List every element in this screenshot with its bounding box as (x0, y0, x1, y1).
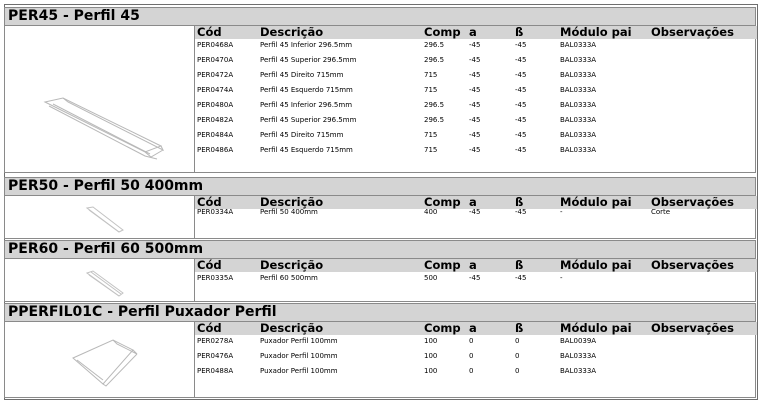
cell-descricao: Perfil 45 Esquerdo 715mm (260, 146, 353, 154)
col-modulo-pai: Módulo pai (560, 196, 632, 209)
cell-b: -45 (515, 101, 527, 109)
cell-descricao: Perfil 60 500mm (260, 274, 318, 282)
profile-45-long-icon (5, 26, 195, 172)
cell-descricao: Puxador Perfil 100mm (260, 337, 338, 345)
cell-a: -45 (469, 41, 481, 49)
cell-a: 0 (469, 367, 474, 375)
cell-a: -45 (469, 116, 481, 124)
cell-modulo-pai: BAL0333A (560, 131, 597, 139)
cell-b: 0 (515, 337, 520, 345)
cell-cod: PER0484A (197, 131, 234, 139)
cell-a: -45 (469, 86, 481, 94)
section-title: PER45 - Perfil 45 (4, 7, 756, 26)
col-a: a (469, 259, 477, 272)
cell-b: -45 (515, 86, 527, 94)
col-b: ß (515, 196, 524, 209)
cell-b: 0 (515, 352, 520, 360)
cell-modulo-pai: BAL0333A (560, 56, 597, 64)
col-comp: Comp (424, 26, 461, 39)
cell-descricao: Perfil 45 Inferior 296.5mm (260, 41, 353, 49)
section-body (4, 322, 756, 398)
cell-a: 0 (469, 337, 474, 345)
cell-a: -45 (469, 71, 481, 79)
col-b: ß (515, 322, 524, 335)
col-b: ß (515, 26, 524, 39)
cell-descricao: Perfil 45 Superior 296.5mm (260, 56, 357, 64)
table-row (195, 99, 757, 111)
cell-comp: 100 (424, 352, 438, 360)
cell-descricao: Perfil 45 Direito 715mm (260, 71, 344, 79)
profile-50-icon (5, 196, 195, 238)
cell-comp: 296.5 (424, 101, 445, 109)
table-row (195, 84, 757, 96)
cell-cod: PER0472A (197, 71, 234, 79)
table-row (195, 54, 757, 66)
cell-cod: PER0334A (197, 208, 234, 216)
cell-cod: PER0488A (197, 367, 234, 375)
cell-a: -45 (469, 274, 481, 282)
table-row (195, 206, 757, 218)
cell-cod: PER0480A (197, 101, 234, 109)
handle-profile-icon (5, 322, 195, 397)
cell-cod: PER0476A (197, 352, 234, 360)
cell-modulo-pai: BAL0333A (560, 146, 597, 154)
col-observacoes: Observações (651, 322, 734, 335)
col-comp: Comp (424, 259, 461, 272)
cell-comp: 715 (424, 131, 438, 139)
table-row (195, 114, 757, 126)
section-body (4, 26, 756, 173)
col-a: a (469, 26, 477, 39)
cell-descricao: Puxador Perfil 100mm (260, 367, 338, 375)
cell-descricao: Perfil 50 400mm (260, 208, 318, 216)
cell-observacoes: Corte (651, 208, 671, 216)
table-header (195, 26, 757, 39)
cell-comp: 715 (424, 71, 438, 79)
section-title: PER50 - Perfil 50 400mm (4, 177, 756, 196)
cell-descricao: Perfil 45 Direito 715mm (260, 131, 344, 139)
cell-a: -45 (469, 146, 481, 154)
cell-b: -45 (515, 71, 527, 79)
table-row (195, 335, 757, 347)
cell-cod: PER0482A (197, 116, 234, 124)
col-modulo-pai: Módulo pai (560, 322, 632, 335)
col-cod: Cód (197, 322, 222, 335)
col-comp: Comp (424, 196, 461, 209)
cell-modulo-pai: - (560, 274, 563, 282)
col-observacoes: Observações (651, 196, 734, 209)
section-per50 (4, 177, 756, 239)
cell-comp: 500 (424, 274, 438, 282)
section-title: PPERFIL01C - Perfil Puxador Perfil (4, 303, 756, 322)
col-comp: Comp (424, 322, 461, 335)
cell-modulo-pai: BAL0333A (560, 367, 597, 375)
cell-comp: 296.5 (424, 56, 445, 64)
cell-cod: PER0486A (197, 146, 234, 154)
cell-modulo-pai: BAL0333A (560, 71, 597, 79)
col-cod: Cód (197, 259, 222, 272)
section-per45 (4, 7, 756, 173)
cell-a: -45 (469, 56, 481, 64)
cell-comp: 400 (424, 208, 438, 216)
profile-60-icon (5, 259, 195, 301)
cell-cod: PER0278A (197, 337, 234, 345)
cell-b: 0 (515, 367, 520, 375)
col-cod: Cód (197, 196, 222, 209)
cell-cod: PER0474A (197, 86, 234, 94)
product-image (5, 322, 195, 397)
cell-b: -45 (515, 146, 527, 154)
cell-cod: PER0470A (197, 56, 234, 64)
cell-comp: 715 (424, 86, 438, 94)
table-header (195, 259, 757, 272)
cell-modulo-pai: - (560, 208, 563, 216)
col-observacoes: Observações (651, 26, 734, 39)
col-descricao: Descrição (260, 322, 324, 335)
cell-a: -45 (469, 208, 481, 216)
cell-descricao: Perfil 45 Esquerdo 715mm (260, 86, 353, 94)
cell-b: -45 (515, 116, 527, 124)
col-modulo-pai: Módulo pai (560, 259, 632, 272)
cell-a: -45 (469, 131, 481, 139)
cell-comp: 296.5 (424, 41, 445, 49)
col-a: a (469, 196, 477, 209)
cell-comp: 100 (424, 337, 438, 345)
cell-comp: 100 (424, 367, 438, 375)
product-image (5, 259, 195, 301)
cell-a: 0 (469, 352, 474, 360)
cell-cod: PER0335A (197, 274, 234, 282)
cell-descricao: Puxador Perfil 100mm (260, 352, 338, 360)
col-b: ß (515, 259, 524, 272)
product-image (5, 26, 195, 172)
cell-comp: 296.5 (424, 116, 445, 124)
cell-modulo-pai: BAL0333A (560, 352, 597, 360)
col-observacoes: Observações (651, 259, 734, 272)
cell-b: -45 (515, 274, 527, 282)
section-title: PER60 - Perfil 60 500mm (4, 240, 756, 259)
table-row (195, 272, 757, 284)
cell-modulo-pai: BAL0333A (560, 116, 597, 124)
section-pperfil01c (4, 303, 756, 398)
cell-a: -45 (469, 101, 481, 109)
cell-modulo-pai: BAL0333A (560, 86, 597, 94)
col-descricao: Descrição (260, 259, 324, 272)
table-row (195, 350, 757, 362)
cell-b: -45 (515, 208, 527, 216)
section-body (4, 196, 756, 239)
section-body (4, 259, 756, 302)
cell-cod: PER0468A (197, 41, 234, 49)
cell-b: -45 (515, 56, 527, 64)
cell-comp: 715 (424, 146, 438, 154)
table-row (195, 129, 757, 141)
cell-descricao: Perfil 45 Superior 296.5mm (260, 116, 357, 124)
cell-b: -45 (515, 131, 527, 139)
table-row (195, 144, 757, 156)
col-a: a (469, 322, 477, 335)
table-header (195, 322, 757, 335)
cell-modulo-pai: BAL0333A (560, 101, 597, 109)
col-descricao: Descrição (260, 26, 324, 39)
table-row (195, 69, 757, 81)
cell-descricao: Perfil 45 Inferior 296.5mm (260, 101, 353, 109)
cell-b: -45 (515, 41, 527, 49)
col-modulo-pai: Módulo pai (560, 26, 632, 39)
table-row (195, 39, 757, 51)
table-row (195, 365, 757, 377)
col-cod: Cód (197, 26, 222, 39)
cell-modulo-pai: BAL0039A (560, 337, 597, 345)
section-per60 (4, 240, 756, 302)
product-image (5, 196, 195, 238)
col-descricao: Descrição (260, 196, 324, 209)
cell-modulo-pai: BAL0333A (560, 41, 597, 49)
